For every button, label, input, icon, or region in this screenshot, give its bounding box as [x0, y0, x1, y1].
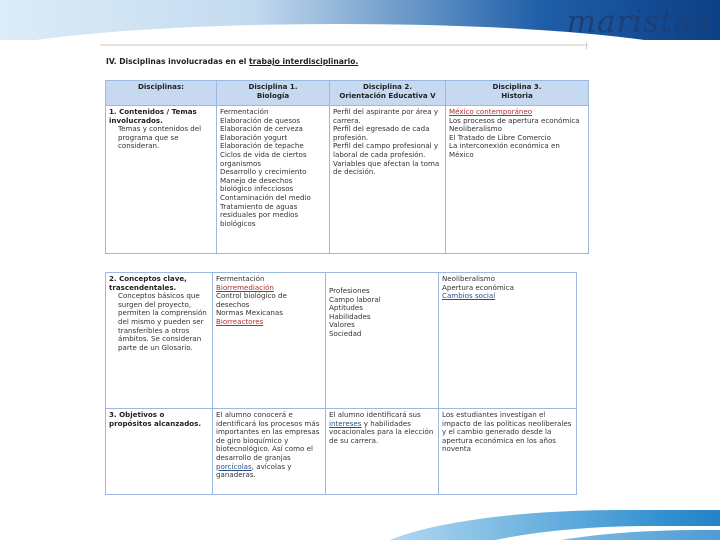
list-item: Tratamiento de aguas residuales por medios biológicos — [220, 201, 299, 228]
row-conceptos-label — [106, 273, 213, 409]
row-conceptos-title: 2. Conceptos clave, trascendentales. — [109, 274, 187, 292]
header-disciplina-2-title: Disciplina 2. — [362, 82, 413, 91]
row-contenidos-label — [106, 106, 217, 254]
list-item: Valores — [329, 320, 355, 330]
header-disciplina-1-title: Disciplina 1. — [248, 82, 298, 91]
list-item: Neoliberalismo — [449, 124, 502, 134]
row-contenidos-biologia — [217, 106, 330, 254]
objetivo-text: y habilidades vocacionales para la elección de su carrera. — [329, 418, 434, 445]
row-conceptos-orientacion — [326, 273, 439, 409]
list-item: Elaboración de quesos — [220, 115, 301, 125]
list-item: Campo laboral — [329, 294, 381, 304]
objetivo-text: Los estudiantes investigan el impacto de las políticas neoliberales y el cambio generado desde la apertura económica en los años noventa — [442, 410, 572, 454]
title-rule-end — [586, 42, 591, 49]
list-item: Profesiones — [329, 286, 370, 295]
row-contenidos-description: Temas y contenidos del programa que se consideran. — [118, 124, 202, 151]
list-item: Elaboración de cerveza — [220, 124, 303, 134]
row-conceptos-biologia — [213, 273, 326, 409]
disciplines-table-part2 — [105, 272, 577, 495]
section-title-prefix: IV. Disciplinas involucradas en el — [106, 57, 247, 66]
list-item: Perfil del egresado de cada profesión. — [333, 124, 430, 142]
list-item: Perfil del campo profesional y laboral de cada profesión. — [333, 141, 439, 159]
row-objetivos-title: 3. Objetivos o propósitos alcanzados. — [109, 410, 202, 428]
list-item: Normas Mexicanas — [216, 308, 283, 318]
row-objetivos-label — [106, 409, 213, 495]
header-disciplina-3-title: Disciplina 3. — [492, 82, 542, 91]
row-contenidos — [106, 106, 589, 254]
list-item: Perfil del aspirante por área y carrera. — [333, 107, 439, 125]
header-disciplina-3 — [446, 81, 589, 106]
list-item: Elaboración yogurt — [220, 132, 288, 142]
list-item: Desarrollo y crecimiento — [220, 167, 307, 177]
list-item: Ciclos de vida de ciertos organismos — [220, 149, 307, 168]
biorreactores-link[interactable]: Biorreactores — [216, 316, 264, 326]
list-item: La interconexión económica en México — [449, 141, 560, 159]
list-item: Control biológico de desechos — [216, 291, 287, 309]
porcicolas-link[interactable]: porcícolas — [216, 461, 252, 471]
intereses-link[interactable]: intereses — [329, 418, 362, 428]
row-conceptos — [106, 273, 577, 409]
header-disciplinas: Disciplinas: — [106, 81, 217, 106]
row-contenidos-orientacion — [330, 106, 446, 254]
row-conceptos-description: Conceptos básicos que surgen del proyecto, permiten la comprensión del mismo y pueden ser transferibles a otros ámbitos. Se consideran parte de un Glosario. — [118, 291, 207, 352]
objetivo-text: , avícolas y ganaderas. — [216, 461, 292, 480]
mexico-contemporaneo-link[interactable]: México contemporáneo — [449, 107, 533, 116]
list-item: Elaboración de tepache — [220, 141, 304, 151]
list-item: Habilidades — [329, 311, 371, 321]
list-item: Fermentación — [216, 274, 265, 283]
list-item: Sociedad — [329, 328, 362, 338]
header-disciplina-3-subject: Historia — [501, 90, 533, 100]
list-item: Variables que afectan la toma de decisión. — [333, 158, 440, 177]
section-title — [106, 57, 358, 66]
disciplines-table-part1 — [105, 80, 589, 254]
list-item: Contaminación del medio — [220, 192, 311, 202]
header-disciplina-1-subject: Biología — [256, 90, 290, 100]
row-conceptos-historia — [439, 273, 577, 409]
objetivo-text: El alumno conocerá e identificará los procesos más importantes en las empresas de giro bioquímico y biotecnológico. Así como el desarrollo de granjas — [216, 410, 320, 462]
row-objetivos-biologia — [213, 409, 326, 495]
list-item: Fermentación — [220, 107, 269, 116]
section-title-underlined: trabajo interdisciplinario. — [249, 57, 359, 66]
objetivo-text: El alumno identificará sus — [329, 410, 421, 419]
list-item: Neoliberalismo — [442, 274, 495, 283]
list-item: Manejo de desechos biológico infecciosos — [220, 175, 294, 194]
row-objetivos — [106, 409, 577, 495]
footer-wave — [0, 490, 720, 540]
list-item: Apertura económica — [442, 282, 515, 292]
cambios-social-link[interactable]: Cambios social — [442, 291, 496, 301]
row-objetivos-historia — [439, 409, 577, 495]
header-disciplina-1 — [217, 81, 330, 106]
row-contenidos-historia — [446, 106, 589, 254]
list-item: El Tratado de Libre Comercio — [449, 132, 551, 142]
title-rule — [100, 44, 588, 46]
header-disciplina-2 — [330, 81, 446, 106]
row-objetivos-orientacion — [326, 409, 439, 495]
table-header-row — [106, 81, 589, 106]
row-contenidos-title: 1. Contenidos / Temas involucrados. — [109, 107, 197, 125]
biorremediacion-link[interactable]: Biorremediación — [216, 282, 274, 292]
maristas-logo: maristas — [566, 4, 710, 40]
header-disciplina-2-subject: Orientación Educativa V — [339, 90, 436, 100]
list-item: Los procesos de apertura económica — [449, 115, 580, 125]
list-item: Aptitudes — [329, 303, 363, 313]
